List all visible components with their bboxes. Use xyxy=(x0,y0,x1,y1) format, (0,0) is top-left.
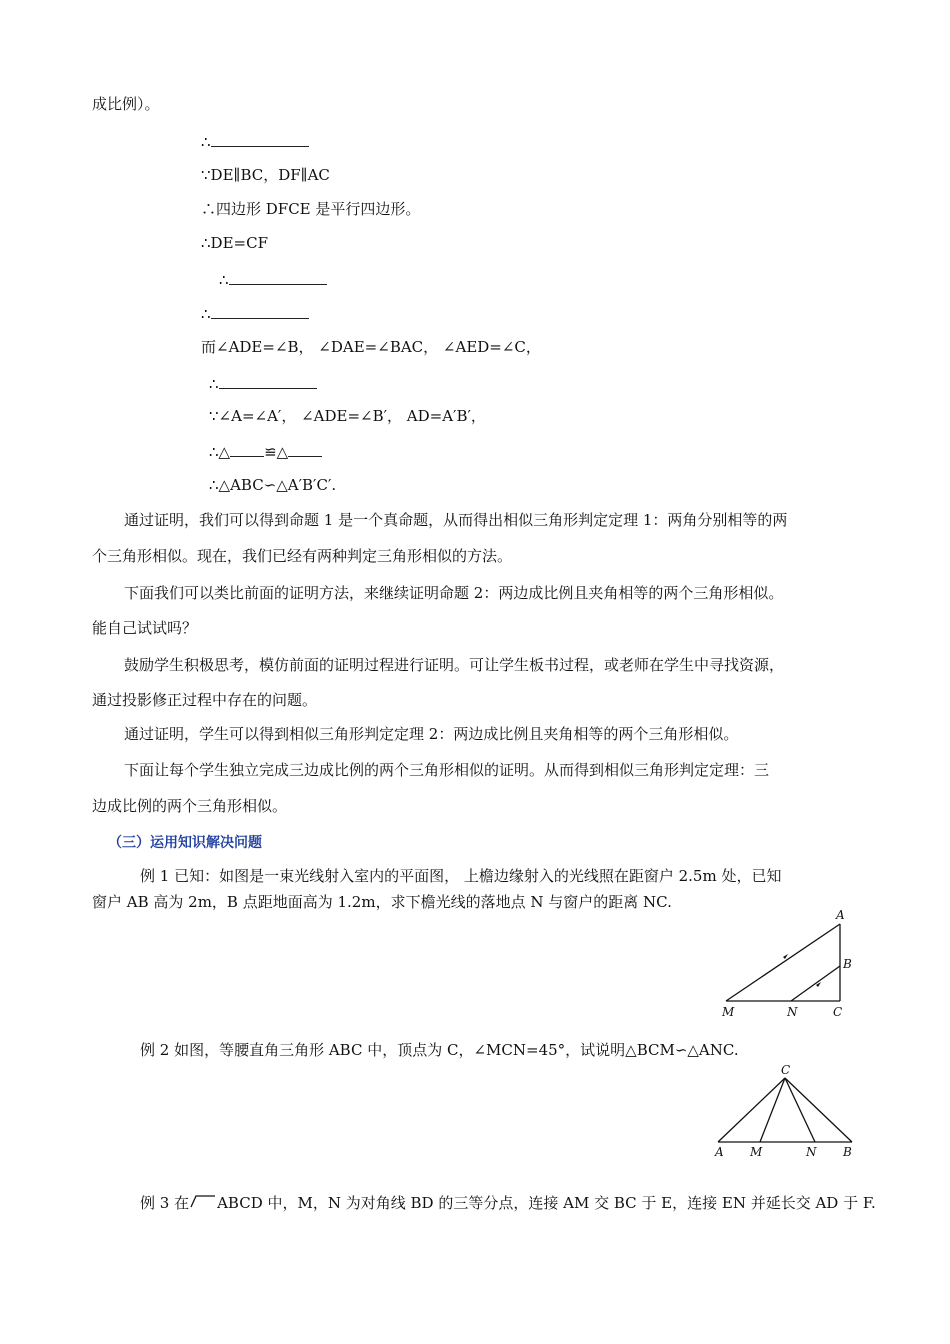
proof-step-blank xyxy=(219,268,327,290)
proof-step-blank xyxy=(201,130,309,152)
example-3-prefix: 例 3 在 xyxy=(140,1194,190,1212)
segment-CM xyxy=(760,1078,785,1142)
example-2-text: 例 2 如图，等腰直角三角形 ABC 中，顶点为 C，∠MCN=45°，试说明△BCM∽△ANC. xyxy=(140,1041,739,1059)
figure-2-isosceles-triangle xyxy=(710,1060,860,1160)
proof-step: ∵DE∥BC，DF∥AC xyxy=(201,166,330,184)
paragraph-line: 通过投影修正过程中存在的问题。 xyxy=(92,691,318,709)
side-BC xyxy=(785,1078,852,1142)
answer-blank[interactable] xyxy=(211,130,309,147)
example-3-text xyxy=(140,1193,876,1213)
proof-step: ∴四边形 DFCE 是平行四边形。 xyxy=(201,200,421,218)
label-A: A xyxy=(836,908,845,922)
upper-light-ray xyxy=(726,924,840,1001)
answer-blank[interactable] xyxy=(211,302,309,319)
answer-blank[interactable] xyxy=(288,440,322,457)
example-3-body: ABCD 中，M，N 为对角线 BD 的三等分点，连接 AM 交 BC 于 E，连接 EN 并延长交 AD 于 F. xyxy=(217,1194,876,1212)
label-M: M xyxy=(750,1145,763,1159)
label-N: N xyxy=(806,1145,817,1159)
proof-step: ∵∠A=∠A′， ∠ADE=∠B′， AD=A′B′， xyxy=(209,407,486,425)
example-1-text: 窗户 AB 高为 2m，B 点距地面高为 1.2m，求下檐光线的落地点 N 与窗户的距离 NC. xyxy=(92,893,672,911)
proof-step-blank xyxy=(209,372,317,394)
label-N: N xyxy=(787,1005,798,1019)
label-B: B xyxy=(843,957,852,971)
label-A: A xyxy=(715,1145,724,1159)
label-M: M xyxy=(722,1005,735,1019)
proof-step: ∴△ABC∽△A′B′C′. xyxy=(209,476,337,494)
paragraph-line: 通过证明，学生可以得到相似三角形判定定理 2：两边成比例且夹角相等的两个三角形相似。 xyxy=(124,725,739,743)
example-1-text: 例 1 已知：如图是一束光线射入室内的平面图， 上檐边缘射入的光线照在距窗户 2.5m 处，已知 xyxy=(140,867,782,885)
lower-light-ray xyxy=(791,966,840,1001)
answer-blank[interactable] xyxy=(219,372,317,389)
therefore-symbol: ∴ xyxy=(201,305,211,323)
answer-blank[interactable] xyxy=(230,440,264,457)
congruent-prefix: ∴△ xyxy=(209,443,231,461)
text-line: 成比例）。 xyxy=(92,95,160,113)
answer-blank[interactable] xyxy=(229,268,327,285)
proof-step: ∴DE=CF xyxy=(201,234,268,252)
label-C: C xyxy=(833,1005,843,1019)
segment-CN xyxy=(785,1078,815,1142)
figure-1-light-diagram xyxy=(716,908,856,1020)
ray-arrow xyxy=(783,954,788,959)
section-heading: （三）运用知识解决问题 xyxy=(108,835,262,851)
label-C: C xyxy=(781,1063,791,1077)
proof-step-blank xyxy=(209,440,322,462)
paragraph-line: 鼓励学生积极思考，模仿前面的证明过程进行证明。可让学生板书过程，或老师在学生中寻找资源， xyxy=(124,656,785,674)
paragraph-line: 能自己试试吗？ xyxy=(92,619,198,637)
paragraph-line: 通过证明，我们可以得到命题 1 是一个真命题，从而得出相似三角形判定定理 1：两角分别相等的两 xyxy=(124,511,788,529)
proof-step: 而∠ADE=∠B， ∠DAE=∠BAC， ∠AED=∠C， xyxy=(201,338,541,356)
paragraph-line: 个三角形相似。现在，我们已经有两种判定三角形相似的方法。 xyxy=(92,547,513,565)
parallelogram-icon xyxy=(190,1194,216,1208)
proof-step-blank xyxy=(201,302,309,324)
paragraph-line: 下面让每个学生独立完成三边成比例的两个三角形相似的证明。从而得到相似三角形判定定理：三 xyxy=(124,761,770,779)
therefore-symbol: ∴ xyxy=(201,133,211,151)
therefore-symbol: ∴ xyxy=(219,271,229,289)
paragraph-line: 下面我们可以类比前面的证明方法，来继续证明命题 2：两边成比例且夹角相等的两个三角形相似。 xyxy=(124,584,784,602)
label-B: B xyxy=(843,1145,852,1159)
therefore-symbol: ∴ xyxy=(209,375,219,393)
paragraph-line: 边成比例的两个三角形相似。 xyxy=(92,797,288,815)
congruent-symbol: ≌△ xyxy=(264,443,289,461)
side-AC xyxy=(718,1078,785,1142)
